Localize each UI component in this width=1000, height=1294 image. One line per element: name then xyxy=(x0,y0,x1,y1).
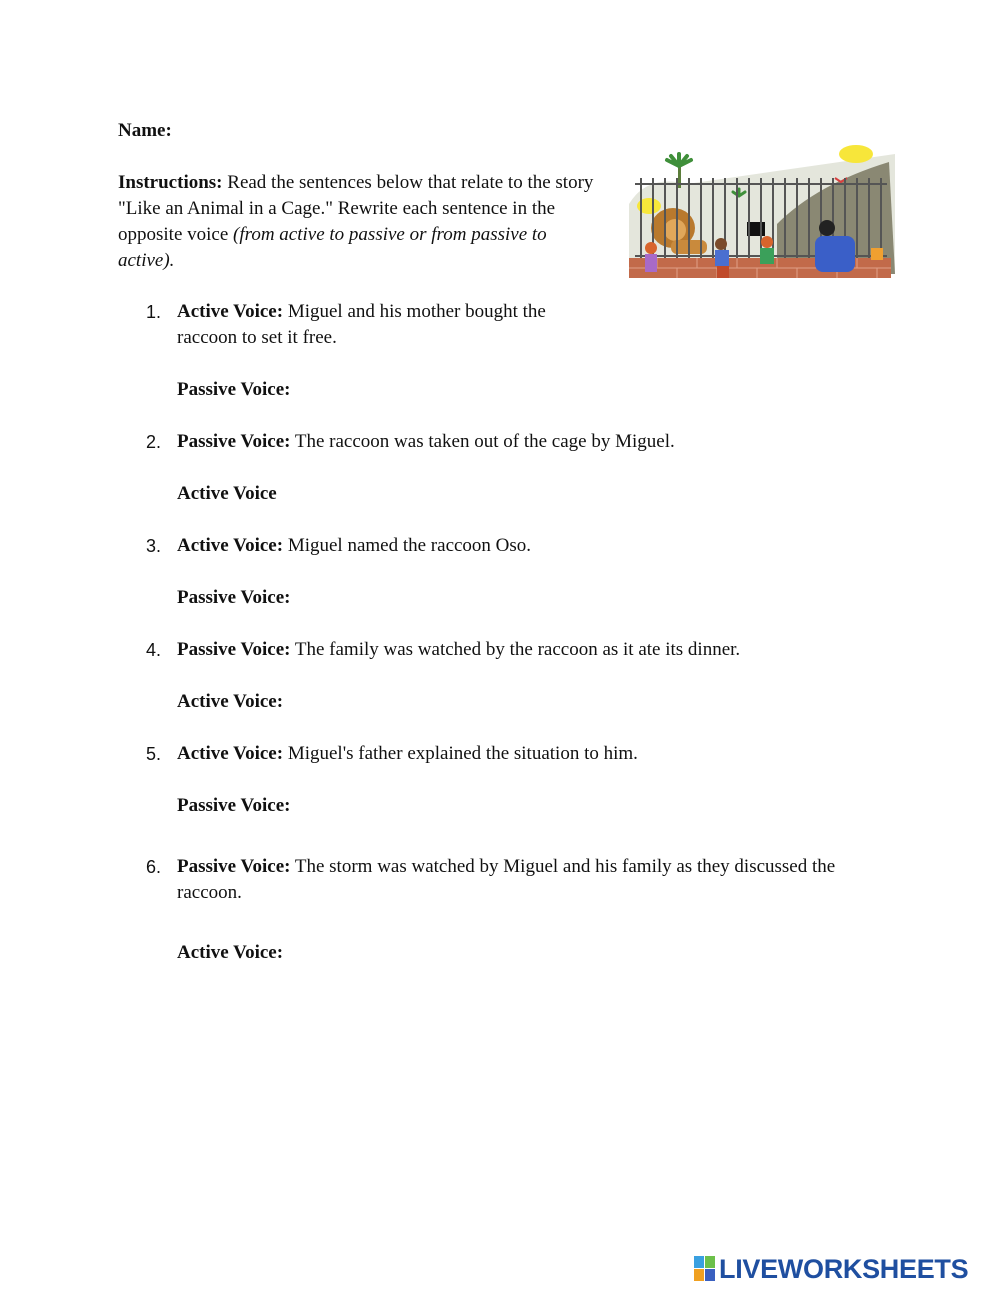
name-label: Name: xyxy=(118,120,172,141)
question-sentence: The family was watched by the raccoon as it ate its dinner. xyxy=(290,639,741,660)
answer-label-5: Passive Voice: xyxy=(177,795,291,816)
question-sentence-line2: raccoon. xyxy=(177,882,242,903)
liveworksheets-logo xyxy=(694,1254,968,1284)
question-sentence: Miguel's father explained the situation to him. xyxy=(283,743,638,764)
instructions-label: Instructions: xyxy=(118,172,223,193)
liveworksheets-logo-text: LIVEWORKSHEETS xyxy=(719,1254,969,1284)
question-number: 3. xyxy=(146,536,162,556)
question-voice-label: Active Voice: xyxy=(177,301,284,322)
instructions-paragraph xyxy=(118,170,603,274)
question-number: 5. xyxy=(146,744,162,764)
question-number: 2. xyxy=(146,432,162,452)
answer-label-3: Passive Voice: xyxy=(177,587,291,608)
zoo-cage-illustration xyxy=(627,144,895,288)
answer-label-6: Active Voice: xyxy=(177,942,284,963)
answer-label-2: Active Voice xyxy=(177,483,277,504)
question-sentence-line2: raccoon to set it free. xyxy=(177,327,337,348)
question-sentence: Miguel named the raccoon Oso. xyxy=(283,535,532,556)
question-voice-label: Passive Voice: xyxy=(177,639,291,660)
question-number: 1. xyxy=(146,302,162,322)
question-sentence: The storm was watched by Miguel and his family as they discussed the xyxy=(290,856,836,877)
liveworksheets-badge-icon xyxy=(694,1256,716,1282)
question-number: 6. xyxy=(146,857,162,877)
instructions-text: Read the sentences below that relate to the story "Like an Animal in a Cage." Rewrite each sentence in the opposite voice xyxy=(118,172,594,245)
question-voice-label: Passive Voice: xyxy=(177,431,291,452)
instructions-italic: (from active to passive or from passive to active). xyxy=(118,224,547,271)
answer-label-1: Passive Voice: xyxy=(177,379,291,400)
question-number: 4. xyxy=(146,640,162,660)
question-voice-label: Active Voice: xyxy=(177,743,284,764)
question-sentence: The raccoon was taken out of the cage by Miguel. xyxy=(290,431,675,452)
question-voice-label: Active Voice: xyxy=(177,535,284,556)
answer-label-4: Active Voice: xyxy=(177,691,284,712)
question-voice-label: Passive Voice: xyxy=(177,856,291,877)
question-sentence: Miguel and his mother bought the xyxy=(283,301,546,322)
